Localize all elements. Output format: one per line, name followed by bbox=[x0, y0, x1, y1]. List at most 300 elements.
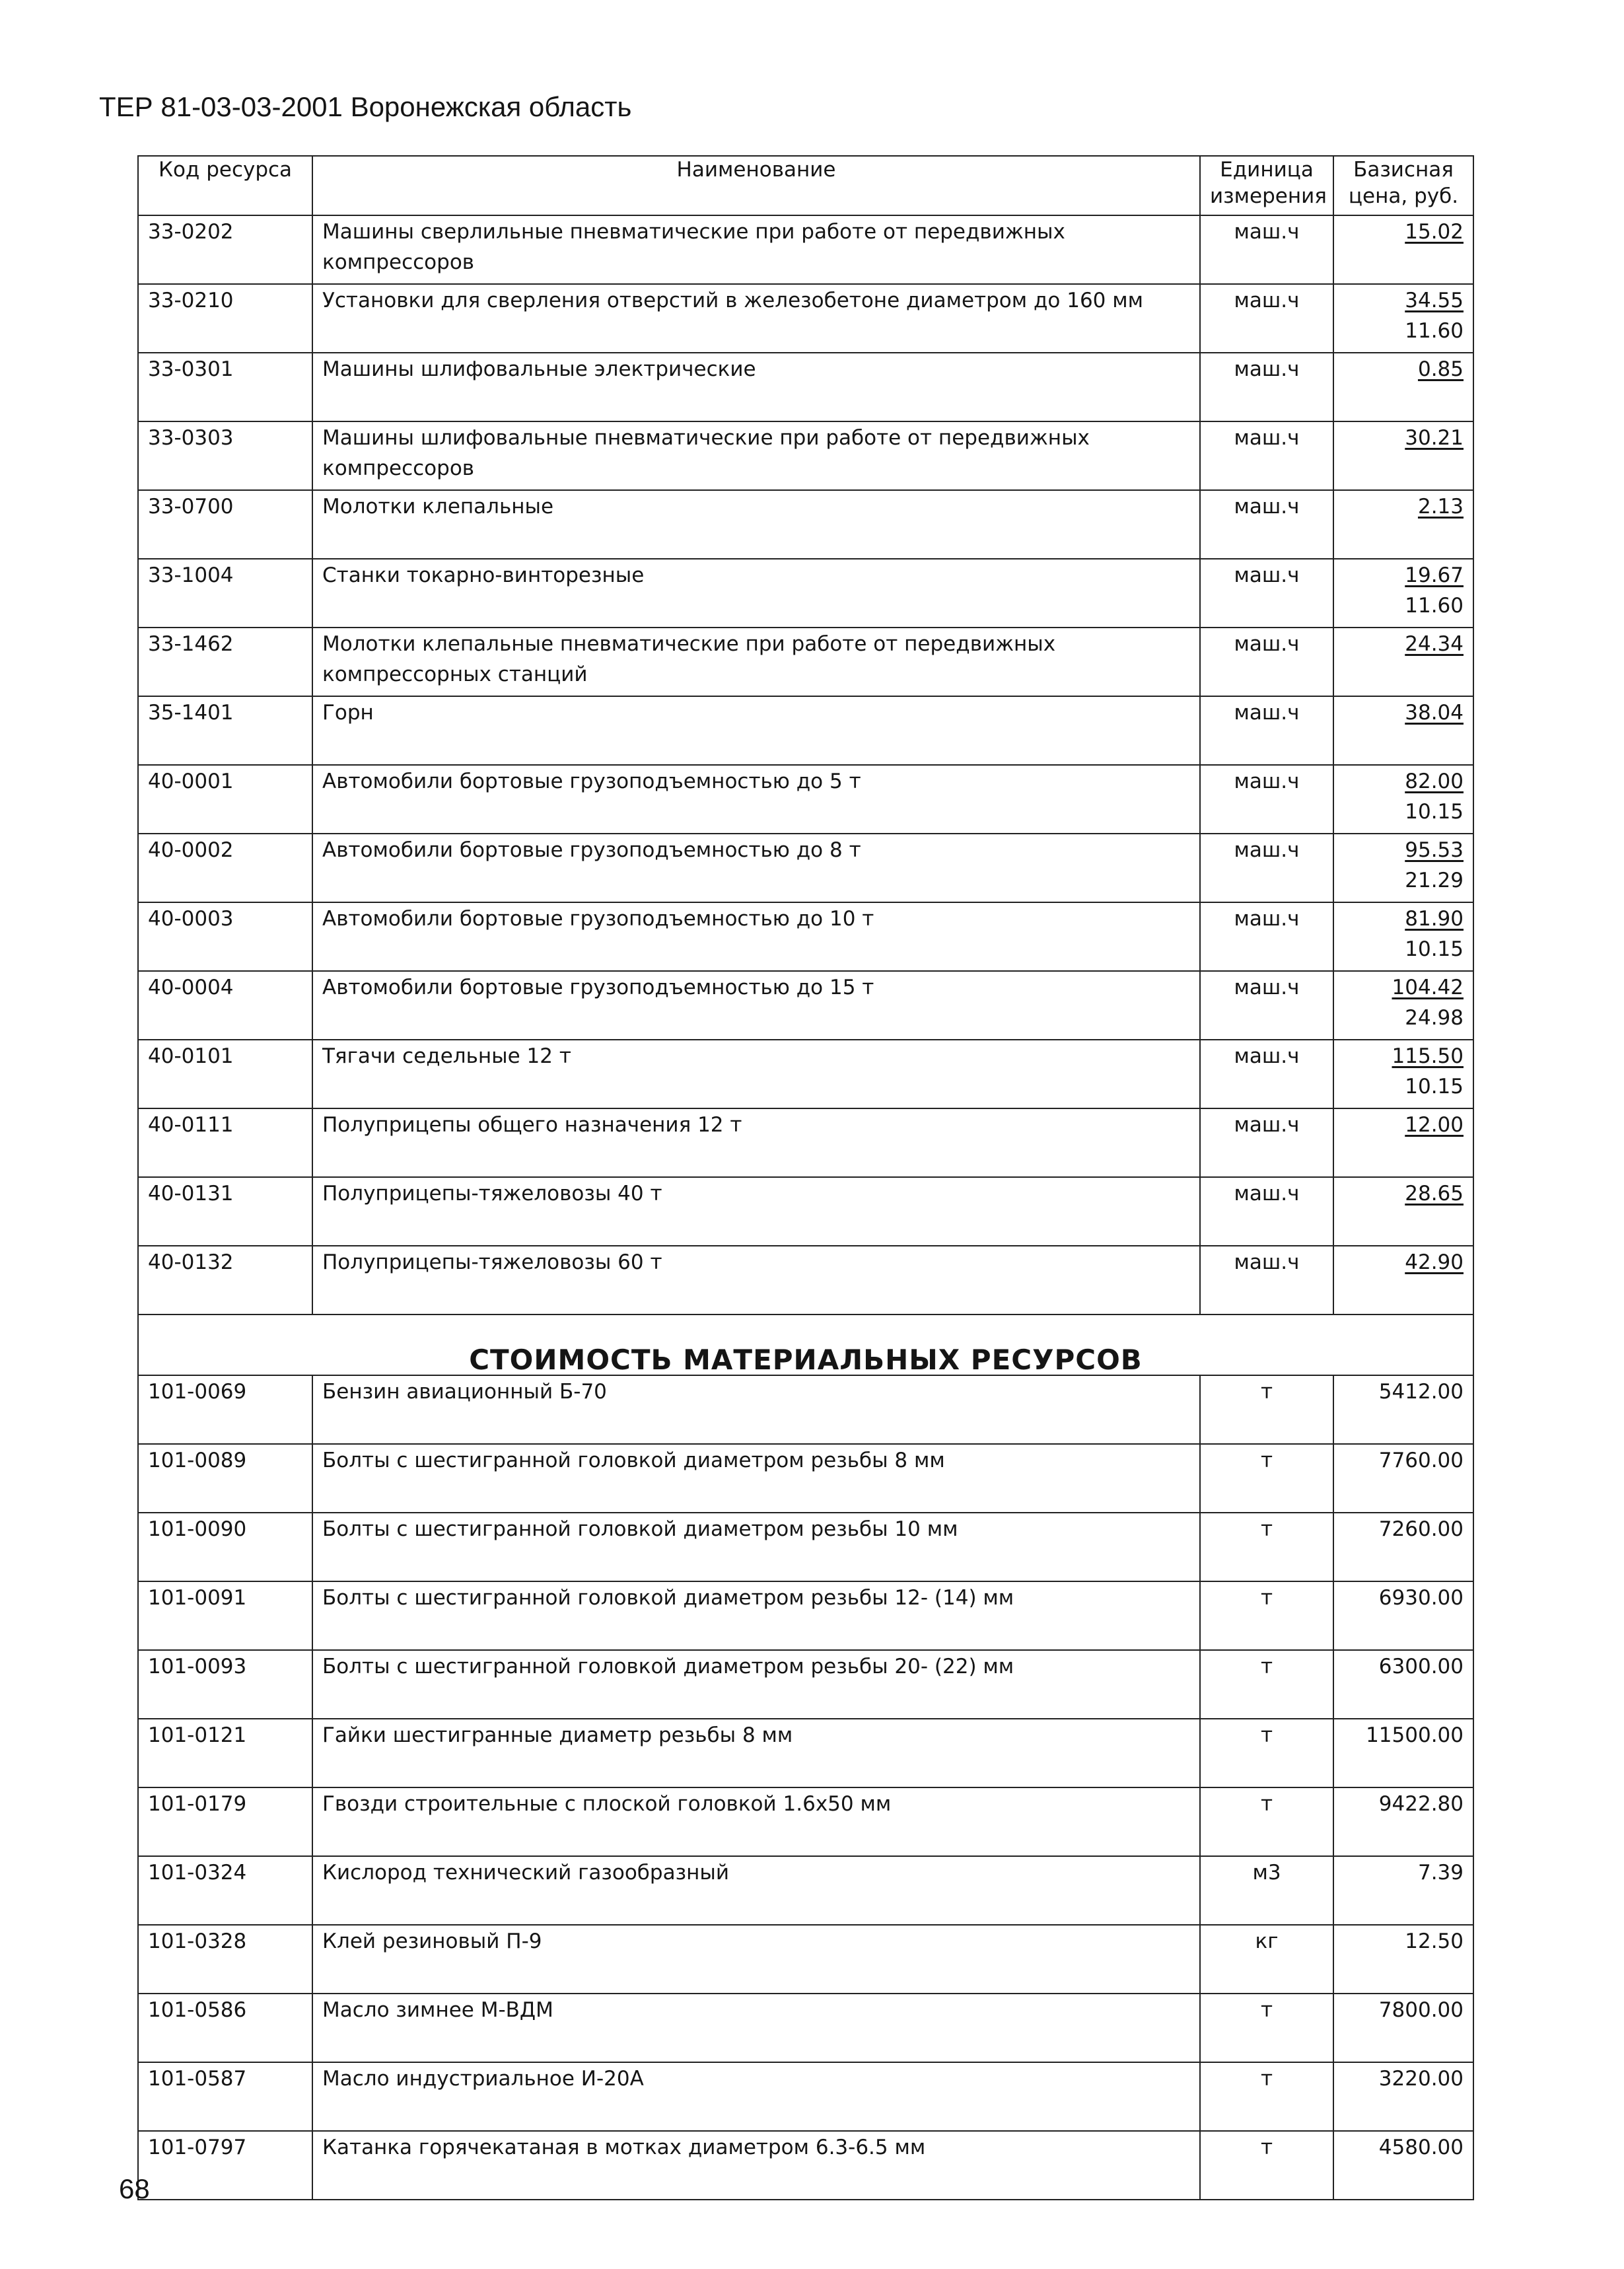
secondary-price-text: 10.15 bbox=[1405, 937, 1464, 961]
unit-of-measure-text: маш.ч bbox=[1234, 907, 1300, 931]
base-price bbox=[1333, 1177, 1473, 1211]
unit-of-measure bbox=[1200, 284, 1333, 318]
base-price-text: 104.42 bbox=[1392, 976, 1464, 999]
name-empty bbox=[312, 1752, 1200, 1787]
resource-code bbox=[138, 1177, 312, 1211]
base-price-text: 24.34 bbox=[1405, 632, 1464, 656]
table-row-continuation bbox=[138, 455, 1473, 490]
unit-of-measure-text: т bbox=[1260, 1586, 1273, 1610]
unit-of-measure-text: маш.ч bbox=[1234, 770, 1300, 793]
resource-name-continued bbox=[312, 1142, 1200, 1177]
base-price bbox=[1333, 1719, 1473, 1752]
unit-empty bbox=[1200, 1615, 1333, 1650]
resource-name-text: Полуприцепы-тяжеловозы 40 т bbox=[322, 1182, 662, 1206]
table-row-continuation bbox=[138, 2096, 1473, 2131]
secondary-price-text: 11.60 bbox=[1405, 594, 1464, 618]
resource-name bbox=[312, 971, 1200, 1005]
table-row-continuation bbox=[138, 867, 1473, 902]
header-price-line2: цена, руб. bbox=[1348, 184, 1459, 208]
header-unit-line1: Единица bbox=[1220, 158, 1314, 182]
table-row bbox=[138, 284, 1473, 318]
unit-of-measure bbox=[1200, 1375, 1333, 1409]
resource-name-text: Горн bbox=[322, 701, 374, 725]
table-row-continuation bbox=[138, 2165, 1473, 2200]
unit-of-measure bbox=[1200, 765, 1333, 799]
secondary-price-text: 10.15 bbox=[1405, 1075, 1464, 1098]
resource-name bbox=[312, 421, 1200, 455]
unit-empty bbox=[1200, 1821, 1333, 1856]
header-name: Наименование bbox=[312, 156, 1200, 215]
unit-empty bbox=[1200, 1684, 1333, 1719]
table-row-continuation bbox=[138, 524, 1473, 559]
base-price bbox=[1333, 1444, 1473, 1478]
resource-name-continued bbox=[312, 1211, 1200, 1246]
unit-empty bbox=[1200, 2096, 1333, 2131]
base-price bbox=[1333, 628, 1473, 661]
table-row bbox=[138, 559, 1473, 593]
table-row bbox=[138, 1040, 1473, 1073]
resource-code-empty bbox=[138, 936, 312, 971]
table-row-continuation bbox=[138, 661, 1473, 696]
name-empty bbox=[312, 2165, 1200, 2200]
base-price bbox=[1333, 421, 1473, 455]
resource-name-continued-text: компрессоров bbox=[322, 250, 475, 274]
unit-of-measure-text: маш.ч bbox=[1234, 495, 1300, 519]
unit-empty bbox=[1200, 1073, 1333, 1108]
unit-of-measure-text: маш.ч bbox=[1234, 1113, 1300, 1137]
table-row-continuation bbox=[138, 1890, 1473, 1925]
table-row bbox=[138, 215, 1473, 249]
resource-code-empty bbox=[138, 1211, 312, 1246]
price-empty bbox=[1333, 1959, 1473, 1994]
resource-code-empty bbox=[138, 1279, 312, 1315]
table-row-continuation bbox=[138, 1684, 1473, 1719]
resource-name-text: Станки токарно-винторезные bbox=[322, 563, 645, 587]
unit-of-measure-text: кг bbox=[1255, 1929, 1279, 1953]
resource-name bbox=[312, 2062, 1200, 2096]
base-price-text: 9422.80 bbox=[1378, 1792, 1464, 1816]
secondary-price-text: 11.60 bbox=[1405, 319, 1464, 343]
resource-name bbox=[312, 1994, 1200, 2027]
base-price bbox=[1333, 1108, 1473, 1142]
resource-code bbox=[138, 215, 312, 249]
table-row bbox=[138, 2062, 1473, 2096]
resource-code bbox=[138, 2131, 312, 2165]
resource-code-text: 40-0003 bbox=[148, 907, 234, 931]
table-row bbox=[138, 1177, 1473, 1211]
resource-name bbox=[312, 628, 1200, 661]
resource-code-text: 101-0587 bbox=[148, 2067, 247, 2091]
base-price-text: 7.39 bbox=[1417, 1861, 1464, 1885]
resource-code-text: 101-0121 bbox=[148, 1723, 247, 1747]
unit-of-measure-text: маш.ч bbox=[1234, 1182, 1300, 1206]
table-row bbox=[138, 1994, 1473, 2027]
secondary-price bbox=[1333, 1279, 1473, 1315]
table-row bbox=[138, 1650, 1473, 1684]
unit-of-measure bbox=[1200, 1177, 1333, 1211]
code-empty bbox=[138, 1409, 312, 1444]
resource-name-text: Гвозди строительные с плоской головкой 1.6x50 мм bbox=[322, 1792, 892, 1816]
unit-of-measure-text: т bbox=[1260, 1380, 1273, 1404]
resource-name-text: Масло зимнее М-ВДМ bbox=[322, 1998, 553, 2022]
base-price bbox=[1333, 284, 1473, 318]
resource-code bbox=[138, 490, 312, 524]
resource-code-text: 101-0090 bbox=[148, 1517, 247, 1541]
resource-code bbox=[138, 1650, 312, 1684]
table-row-continuation bbox=[138, 1615, 1473, 1650]
price-empty bbox=[1333, 2096, 1473, 2131]
resource-name-continued bbox=[312, 593, 1200, 628]
resource-code-text: 40-0131 bbox=[148, 1182, 234, 1206]
base-price bbox=[1333, 1375, 1473, 1409]
code-empty bbox=[138, 1752, 312, 1787]
table-row bbox=[138, 2131, 1473, 2165]
unit-empty bbox=[1200, 936, 1333, 971]
unit-of-measure-text: т bbox=[1260, 1517, 1273, 1541]
unit-empty bbox=[1200, 524, 1333, 559]
resource-code bbox=[138, 559, 312, 593]
resource-code bbox=[138, 1925, 312, 1959]
unit-of-measure bbox=[1200, 490, 1333, 524]
resource-code bbox=[138, 1246, 312, 1279]
resource-name-continued bbox=[312, 386, 1200, 421]
secondary-price bbox=[1333, 1073, 1473, 1108]
resource-code-empty bbox=[138, 524, 312, 559]
resource-name bbox=[312, 2131, 1200, 2165]
resource-code-empty bbox=[138, 455, 312, 490]
secondary-price bbox=[1333, 661, 1473, 696]
base-price bbox=[1333, 353, 1473, 386]
unit-of-measure bbox=[1200, 834, 1333, 867]
base-price bbox=[1333, 1581, 1473, 1615]
resource-code bbox=[138, 696, 312, 730]
base-price-text: 5412.00 bbox=[1378, 1380, 1464, 1404]
unit-of-measure-text: маш.ч bbox=[1234, 357, 1300, 381]
base-price-text: 34.55 bbox=[1405, 289, 1464, 312]
resource-name-text: Болты с шестигранной головкой диаметром резьбы 20- (22) мм bbox=[322, 1655, 1014, 1678]
table-row bbox=[138, 1581, 1473, 1615]
code-empty bbox=[138, 1478, 312, 1513]
resource-name-continued bbox=[312, 730, 1200, 765]
resource-code-text: 101-0797 bbox=[148, 2136, 247, 2159]
unit-of-measure bbox=[1200, 421, 1333, 455]
resource-code-text: 101-0179 bbox=[148, 1792, 247, 1816]
unit-empty bbox=[1200, 730, 1333, 765]
resource-code bbox=[138, 2062, 312, 2096]
base-price bbox=[1333, 490, 1473, 524]
unit-of-measure-text: м3 bbox=[1252, 1861, 1281, 1885]
resource-name-text: Кислород технический газообразный bbox=[322, 1861, 729, 1885]
base-price bbox=[1333, 1513, 1473, 1546]
resource-name bbox=[312, 902, 1200, 936]
resource-name bbox=[312, 1177, 1200, 1211]
resource-code bbox=[138, 421, 312, 455]
resource-code-text: 40-0001 bbox=[148, 770, 234, 793]
price-empty bbox=[1333, 1890, 1473, 1925]
resource-name-continued bbox=[312, 318, 1200, 353]
base-price-text: 42.90 bbox=[1405, 1250, 1464, 1274]
unit-empty bbox=[1200, 2027, 1333, 2062]
resource-code bbox=[138, 1787, 312, 1821]
unit-of-measure-text: т bbox=[1260, 1655, 1273, 1678]
unit-of-measure-text: т bbox=[1260, 1792, 1273, 1816]
resource-name bbox=[312, 1108, 1200, 1142]
name-empty bbox=[312, 1478, 1200, 1513]
resource-code bbox=[138, 1108, 312, 1142]
unit-empty bbox=[1200, 318, 1333, 353]
name-empty bbox=[312, 2027, 1200, 2062]
section-title: СТОИМОСТЬ МАТЕРИАЛЬНЫХ РЕСУРСОВ bbox=[138, 1315, 1473, 1375]
resource-code bbox=[138, 1513, 312, 1546]
unit-of-measure-text: т bbox=[1260, 1998, 1273, 2022]
price-empty bbox=[1333, 1478, 1473, 1513]
unit-empty bbox=[1200, 1142, 1333, 1177]
base-price-text: 6300.00 bbox=[1378, 1655, 1464, 1678]
resource-name bbox=[312, 1513, 1200, 1546]
base-price-text: 3220.00 bbox=[1378, 2067, 1464, 2091]
resource-code-text: 33-0202 bbox=[148, 220, 234, 244]
resource-name bbox=[312, 1719, 1200, 1752]
resource-name-text: Установки для сверления отверстий в железобетоне диаметром до 160 мм bbox=[322, 289, 1144, 312]
resource-name-continued bbox=[312, 524, 1200, 559]
resource-price-table bbox=[137, 155, 1474, 2200]
price-empty bbox=[1333, 1409, 1473, 1444]
base-price bbox=[1333, 1856, 1473, 1890]
secondary-price bbox=[1333, 455, 1473, 490]
section-heading-row bbox=[138, 1315, 1473, 1375]
base-price bbox=[1333, 2131, 1473, 2165]
base-price-text: 81.90 bbox=[1405, 907, 1464, 931]
base-price bbox=[1333, 834, 1473, 867]
table-row-continuation bbox=[138, 1478, 1473, 1513]
resource-name-text: Полуприцепы общего назначения 12 т bbox=[322, 1113, 742, 1137]
resource-name-continued bbox=[312, 799, 1200, 834]
resource-name-text: Болты с шестигранной головкой диаметром резьбы 12- (14) мм bbox=[322, 1586, 1014, 1610]
unit-of-measure-text: маш.ч bbox=[1234, 220, 1300, 244]
code-empty bbox=[138, 1959, 312, 1994]
table-row bbox=[138, 1856, 1473, 1890]
resource-code-empty bbox=[138, 593, 312, 628]
unit-of-measure bbox=[1200, 1650, 1333, 1684]
base-price-text: 7760.00 bbox=[1378, 1449, 1464, 1472]
resource-name-text: Молотки клепальные bbox=[322, 495, 554, 519]
base-price bbox=[1333, 1994, 1473, 2027]
resource-name-continued bbox=[312, 455, 1200, 490]
resource-name-text: Машины сверлильные пневматические при работе от передвижных bbox=[322, 220, 1065, 244]
unit-of-measure bbox=[1200, 1040, 1333, 1073]
base-price bbox=[1333, 559, 1473, 593]
header-code: Код ресурса bbox=[138, 156, 312, 215]
unit-of-measure bbox=[1200, 1581, 1333, 1615]
resource-name bbox=[312, 490, 1200, 524]
resource-code-text: 33-1462 bbox=[148, 632, 234, 656]
resource-name-text: Автомобили бортовые грузоподъемностью до 5 т bbox=[322, 770, 861, 793]
unit-of-measure bbox=[1200, 353, 1333, 386]
resource-name-text: Болты с шестигранной головкой диаметром резьбы 10 мм bbox=[322, 1517, 958, 1541]
base-price bbox=[1333, 902, 1473, 936]
table-row bbox=[138, 1719, 1473, 1752]
table-row-continuation bbox=[138, 799, 1473, 834]
secondary-price bbox=[1333, 524, 1473, 559]
unit-of-measure bbox=[1200, 971, 1333, 1005]
resource-name bbox=[312, 834, 1200, 867]
secondary-price bbox=[1333, 386, 1473, 421]
resource-name bbox=[312, 696, 1200, 730]
resource-name-text: Молотки клепальные пневматические при работе от передвижных bbox=[322, 632, 1056, 656]
unit-of-measure bbox=[1200, 1444, 1333, 1478]
table-row bbox=[138, 1513, 1473, 1546]
secondary-price bbox=[1333, 936, 1473, 971]
unit-empty bbox=[1200, 386, 1333, 421]
resource-name bbox=[312, 1925, 1200, 1959]
price-empty bbox=[1333, 1546, 1473, 1581]
secondary-price bbox=[1333, 593, 1473, 628]
base-price bbox=[1333, 971, 1473, 1005]
table-row bbox=[138, 1444, 1473, 1478]
resource-code-text: 101-0324 bbox=[148, 1861, 247, 1885]
base-price bbox=[1333, 1925, 1473, 1959]
resource-code bbox=[138, 765, 312, 799]
base-price-text: 30.21 bbox=[1405, 426, 1464, 450]
resource-name-continued bbox=[312, 936, 1200, 971]
table-row-continuation bbox=[138, 1959, 1473, 1994]
resource-code-empty bbox=[138, 1142, 312, 1177]
resource-code bbox=[138, 1856, 312, 1890]
resource-code bbox=[138, 1581, 312, 1615]
resource-name-text: Автомобили бортовые грузоподъемностью до 8 т bbox=[322, 838, 861, 862]
resource-name-text: Автомобили бортовые грузоподъемностью до 10 т bbox=[322, 907, 874, 931]
resource-code-empty bbox=[138, 318, 312, 353]
base-price bbox=[1333, 765, 1473, 799]
resource-code-empty bbox=[138, 867, 312, 902]
resource-name bbox=[312, 559, 1200, 593]
resource-code-empty bbox=[138, 249, 312, 284]
unit-of-measure-text: маш.ч bbox=[1234, 1044, 1300, 1068]
resource-name-continued bbox=[312, 1279, 1200, 1315]
resource-code-text: 33-1004 bbox=[148, 563, 234, 587]
table-row-continuation bbox=[138, 249, 1473, 284]
table-row bbox=[138, 490, 1473, 524]
base-price-text: 82.00 bbox=[1405, 770, 1464, 793]
base-price bbox=[1333, 2062, 1473, 2096]
table-row bbox=[138, 628, 1473, 661]
unit-of-measure bbox=[1200, 2062, 1333, 2096]
unit-of-measure bbox=[1200, 696, 1333, 730]
resource-name bbox=[312, 1856, 1200, 1890]
unit-of-measure-text: маш.ч bbox=[1234, 632, 1300, 656]
name-empty bbox=[312, 1890, 1200, 1925]
price-empty bbox=[1333, 1684, 1473, 1719]
resource-code-text: 101-0093 bbox=[148, 1655, 247, 1678]
table-row-continuation bbox=[138, 1821, 1473, 1856]
resource-code bbox=[138, 284, 312, 318]
table-row bbox=[138, 1108, 1473, 1142]
resource-code-text: 101-0586 bbox=[148, 1998, 247, 2022]
name-empty bbox=[312, 2096, 1200, 2131]
resource-name-text: Тягачи седельные 12 т bbox=[322, 1044, 571, 1068]
secondary-price bbox=[1333, 1142, 1473, 1177]
resource-name bbox=[312, 1375, 1200, 1409]
base-price bbox=[1333, 696, 1473, 730]
resource-name-text: Гайки шестигранные диаметр резьбы 8 мм bbox=[322, 1723, 793, 1747]
price-empty bbox=[1333, 1821, 1473, 1856]
resource-code bbox=[138, 1375, 312, 1409]
secondary-price-text: 10.15 bbox=[1405, 800, 1464, 824]
code-empty bbox=[138, 2165, 312, 2200]
table-row bbox=[138, 971, 1473, 1005]
resource-name bbox=[312, 1650, 1200, 1684]
base-price-text: 15.02 bbox=[1405, 220, 1464, 244]
table-row bbox=[138, 1925, 1473, 1959]
resource-code bbox=[138, 353, 312, 386]
resource-code bbox=[138, 1719, 312, 1752]
header-unit-line2: измерения bbox=[1210, 184, 1327, 208]
resource-code bbox=[138, 1994, 312, 2027]
resource-name bbox=[312, 1581, 1200, 1615]
base-price bbox=[1333, 215, 1473, 249]
unit-of-measure-text: маш.ч bbox=[1234, 563, 1300, 587]
unit-of-measure bbox=[1200, 1513, 1333, 1546]
resource-name-continued bbox=[312, 1005, 1200, 1040]
base-price bbox=[1333, 1246, 1473, 1279]
unit-of-measure bbox=[1200, 1108, 1333, 1142]
unit-empty bbox=[1200, 1890, 1333, 1925]
unit-empty bbox=[1200, 1211, 1333, 1246]
resource-name-text: Клей резиновый П-9 bbox=[322, 1929, 542, 1953]
unit-empty bbox=[1200, 1279, 1333, 1315]
resource-name bbox=[312, 1246, 1200, 1279]
base-price-text: 19.67 bbox=[1405, 563, 1464, 587]
table-row bbox=[138, 353, 1473, 386]
resource-name-continued bbox=[312, 1073, 1200, 1108]
unit-of-measure bbox=[1200, 628, 1333, 661]
resource-code bbox=[138, 971, 312, 1005]
resource-code-text: 33-0301 bbox=[148, 357, 234, 381]
table-row bbox=[138, 1246, 1473, 1279]
table-row-continuation bbox=[138, 1546, 1473, 1581]
unit-of-measure-text: маш.ч bbox=[1234, 426, 1300, 450]
secondary-price bbox=[1333, 730, 1473, 765]
unit-of-measure-text: маш.ч bbox=[1234, 1250, 1300, 1274]
base-price-text: 11500.00 bbox=[1366, 1723, 1464, 1747]
secondary-price bbox=[1333, 799, 1473, 834]
base-price bbox=[1333, 1787, 1473, 1821]
resource-name-text: Автомобили бортовые грузоподъемностью до 15 т bbox=[322, 976, 874, 999]
resource-name bbox=[312, 1040, 1200, 1073]
base-price-text: 12.50 bbox=[1405, 1929, 1464, 1953]
resource-name-continued bbox=[312, 249, 1200, 284]
code-empty bbox=[138, 1615, 312, 1650]
resource-code bbox=[138, 1444, 312, 1478]
unit-of-measure bbox=[1200, 1925, 1333, 1959]
resource-code-empty bbox=[138, 661, 312, 696]
resource-code-text: 40-0004 bbox=[148, 976, 234, 999]
unit-of-measure bbox=[1200, 902, 1333, 936]
unit-empty bbox=[1200, 1478, 1333, 1513]
table-row-continuation bbox=[138, 1142, 1473, 1177]
resource-name-text: Машины шлифовальные пневматические при работе от передвижных bbox=[322, 426, 1090, 450]
table-row bbox=[138, 1375, 1473, 1409]
name-empty bbox=[312, 1615, 1200, 1650]
resource-code-text: 40-0111 bbox=[148, 1113, 234, 1137]
table-row bbox=[138, 421, 1473, 455]
unit-of-measure bbox=[1200, 1994, 1333, 2027]
unit-empty bbox=[1200, 455, 1333, 490]
secondary-price bbox=[1333, 318, 1473, 353]
base-price-text: 7800.00 bbox=[1378, 1998, 1464, 2022]
base-price-text: 28.65 bbox=[1405, 1182, 1464, 1206]
resource-name bbox=[312, 1444, 1200, 1478]
